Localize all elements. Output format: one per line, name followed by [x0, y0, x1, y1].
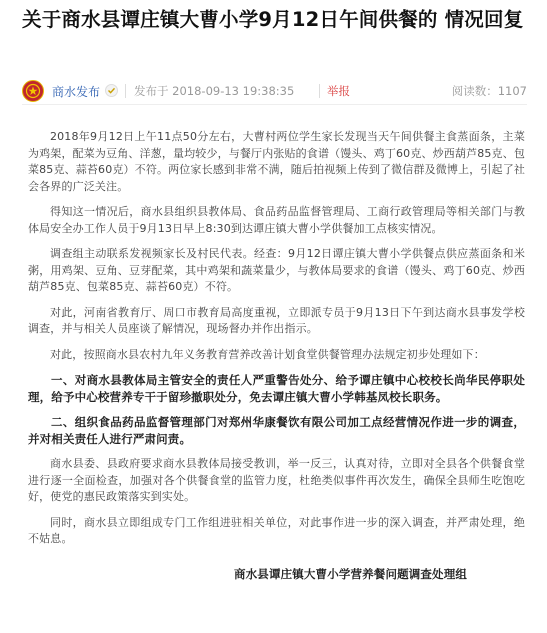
report-link[interactable]: 举报	[327, 84, 350, 98]
paragraph: 2018年9月12日上午11点50分左右，大曹村两位学生家长发现当天午间供餐主食蒸面条，主菜为鸡架，配菜为豆角、洋葱，量均较少，与餐厅内张贴的食谱（馒头、鸡丁60克、炒西葫芦85克、包菜85克、蒜苔60克）不符。两位家长感到非常不满，随后拍视频上传到了微信群及微博上，引起了社会各界的广泛关注。	[28, 130, 526, 193]
article-body	[28, 129, 525, 591]
header-divider	[22, 104, 527, 105]
paragraph: 对此，按照商水县农村九年义务教育营养改善计划食堂供餐管理办法规定初步处理如下：	[50, 347, 485, 361]
paragraph: 得知这一情况后，商水县组织县教体局、食品药品监督管理局、工商行政管理局等相关部门与教体局安全办工作人员于9月13日早上8:30到达谭庄镇大曹小学供餐加工点核实情况。	[28, 205, 525, 235]
paragraph: 对此，河南省教育厅、周口市教育局高度重视，立即派专员于9月13日下午到达商水县事发学校调查，并与相关人员座谈了解情况，现场督办并作出指示。	[28, 305, 525, 335]
author-avatar[interactable]	[22, 80, 44, 102]
verified-badge-icon	[105, 84, 118, 97]
author-name-link[interactable]: 商水发布	[52, 85, 101, 99]
article-meta	[22, 80, 527, 102]
publish-time: 发布于 2018-09-13 19:38:35	[134, 84, 295, 98]
decision-item-1: 一、对商水县教体局主管安全的责任人严重警告处分、给予谭庄镇中心校校长尚华民停职处理，给予中心校营养专干于留珍撤职处分，免去谭庄镇大曹小学韩基凤校长职务。	[28, 373, 525, 404]
paragraph: 同时，商水县立即组成专门工作组进驻相关单位，对此事作进一步的深入调查，并严肃处理，绝不姑息。	[28, 515, 525, 545]
paragraph: 调查组主动联系发视频家长及村民代表。经查：9月12日谭庄镇大曹小学供餐点供应蒸面条和米粥，用鸡架、豆角、豆芽配菜，其中鸡架和蔬菜量少，与教体局要求的食谱（馒头、鸡丁60克、炒西葫芦85克、包菜85克、蒜苔60克）不符。	[28, 247, 525, 293]
meta-separator	[319, 84, 320, 98]
article-title: 关于商水县谭庄镇大曹小学9月12日午间供餐的 情况回复	[22, 8, 524, 31]
government-emblem-icon	[23, 81, 43, 101]
decision-item-2: 二、组织食品药品监督管理部门对郑州华康餐饮有限公司加工点经营情况作进一步的调查，并对相关责任人进行严肃问责。	[28, 415, 525, 446]
meta-separator	[125, 84, 126, 98]
read-count: 阅读数：1107	[451, 84, 527, 98]
paragraph: 商水县委、县政府要求商水县教体局接受教训，举一反三，认真对待，立即对全县各个供餐食堂进行逐一全面检查，加强对各个供餐食堂的监管力度，杜绝类似事件再次发生，确保全县师生吃饱吃好，使党的惠民政策落实到实处。	[28, 457, 525, 503]
signature: 商水县谭庄镇大曹小学营养餐问题调查处理组	[234, 566, 467, 581]
